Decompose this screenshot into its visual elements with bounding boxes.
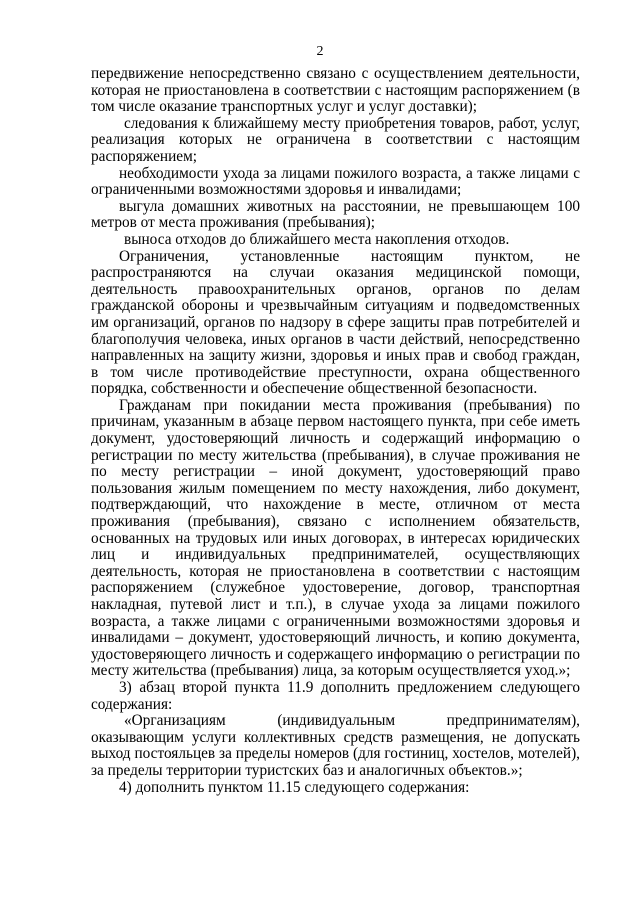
paragraph-elderly-care: необходимости ухода за лицами пожилого возраста, а также лицами с ограниченными возможностями здоровья и инвалидами; bbox=[91, 164, 580, 199]
paragraph-accommodation-rule: «Организациям (индивидуальным предпринимателям), оказывающим услуги коллективных средств размещения, не допускать выход постояльцев за пределы номеров (для гостиниц, хостелов, мотелей), за пределы территории туристских баз и аналогичных объектов.»; bbox=[91, 712, 580, 779]
paragraph-nearest-shop: следования к ближайшему месту приобретения товаров, работ, услуг, реализация которых не ограничена в соответствии с настоящим распоряжением; bbox=[91, 114, 580, 165]
paragraph-item-3: 3) абзац второй пункта 11.9 дополнить предложением следующего содержания: bbox=[91, 678, 580, 713]
paragraph-transport-activity: передвижение непосредственно связано с осуществлением деятельности, которая не приостановлена в соответствии с настоящим распоряжением (в том числе оказание транспортных услуг и услуг доставки); bbox=[91, 65, 580, 116]
page-number: 2 bbox=[316, 44, 324, 59]
document-body bbox=[91, 66, 580, 796]
paragraph-item-4: 4) дополнить пунктом 11.15 следующего содержания: bbox=[119, 778, 470, 796]
paragraph-pet-walking: выгула домашних животных на расстоянии, не превышающем 100 метров от места проживания (пребывания); bbox=[91, 197, 580, 232]
paragraph-required-documents: Гражданам при покидании места проживания (пребывания) по причинам, указанным в абзаце первом настоящего пункта, при себе иметь документ, удостоверяющий личность и содержащий информацию о регистрации по месту жительства (пребывания), в случае проживания не по месту регистрации – иной документ, удостоверяющий право пользования жилым помещением по месту нахождения, либо документ, подтверждающий, что нахождение в месте, отличном от места проживания (пребывания), связано с исполнением обязательств, основанных на трудовых или иных договорах, в интересах юридических лиц и индивидуальных предпринимателей, осуществляющих деятельность, которая не приостановлена в соответствии с настоящим распоряжением (служебное удостоверение, договор, транспортная накладная, путевой лист и т.п.), в случае ухода за лицами пожилого возраста, а также лицами с ограниченными возможностями здоровья и инвалидами – документ, удостоверяющий личность, и копию документа, удостоверяющего личность и содержащего информацию о регистрации по месту жительства (пребывания) лица, за которым осуществляется уход.»; bbox=[91, 396, 580, 680]
paragraph-restrictions-exemptions: Ограничения, установленные настоящим пунктом, не распространяются на случаи оказания медицинской помощи, деятельность правоохранительных органов, органов по делам гражданской обороны и чрезвычайным ситуациям и подведомственных им организаций, органов по надзору в сфере защиты прав потребителей и благополучия человека, иных органов в части действий, непосредственно направленных на защиту жизни, здоровья и иных прав и свобод граждан, в том числе противодействие преступности, охрана общественного порядка, собственности и обеспечение общественной безопасности. bbox=[91, 247, 580, 398]
paragraph-waste-disposal: выноса отходов до ближайшего места накопления отходов. bbox=[124, 230, 510, 248]
